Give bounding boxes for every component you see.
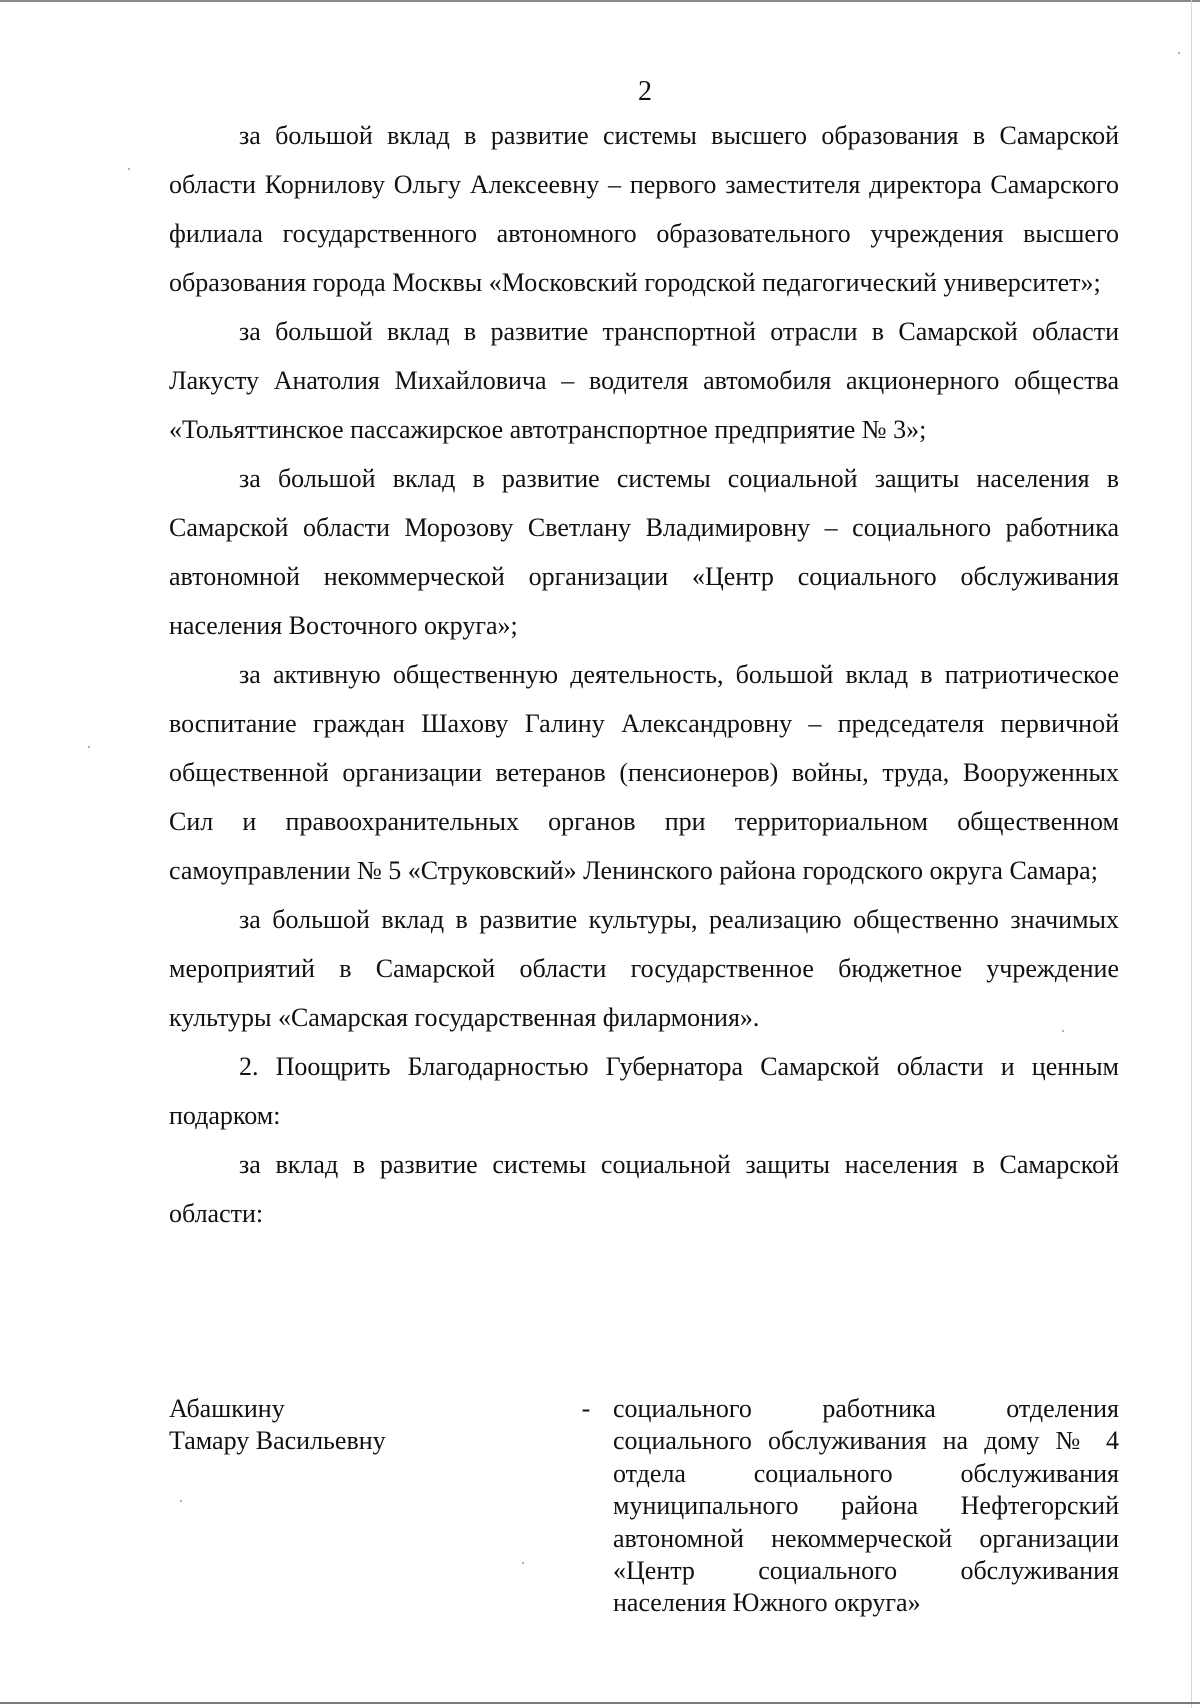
page-number: 2: [638, 76, 652, 107]
paragraph-lakustu: за большой вклад в развитие транспортной отрасли в Самарской области Лакусту Анатолия Михайловича – водителя автомобиля акционерного общества «Тольяттинское пассажирское автотранспортное предприятие № 3»;: [169, 317, 1119, 444]
list-dash: -: [581, 1394, 591, 1423]
scan-speck: [1178, 52, 1180, 54]
scan-border-bottom: [0, 1702, 1200, 1704]
list-item: [169, 1393, 1119, 1620]
awardee-surname: Абашкину: [169, 1394, 285, 1423]
scan-speck: [1062, 1030, 1064, 1032]
awardee-role: социального работника отделения социального обслуживания на дому № 4 отдела социального обслуживания муниципального района Нефтегорский автономной некоммерческой организации «Центр социального обслуживания населения Южного округа»: [613, 1394, 1119, 1618]
scan-speck: [522, 1562, 524, 1564]
scan-border-top: [0, 0, 1200, 2]
scan-speck: [128, 168, 130, 170]
paragraph-kornilova: за большой вклад в развитие системы высшего образования в Самарской области Корнилову Ольгу Алексеевну – первого заместителя директора Самарского филиала государственного автономного образовательного учреждения высшего образования города Москвы «Московский городской педагогический университет»;: [169, 121, 1119, 297]
paragraph-social-protection: за вклад в развитие системы социальной защиты населения в Самарской области:: [169, 1150, 1119, 1228]
document-body: [169, 111, 1119, 1238]
paragraph-morozova: за большой вклад в развитие системы социальной защиты населения в Самарской области Морозову Светлану Владимировну – социального работника автономной некоммерческой организации «Центр социального обслуживания населения Восточного округа»;: [169, 464, 1119, 640]
awardee-name: [169, 1393, 559, 1620]
awardee-list: [169, 1393, 1119, 1620]
scan-speck: [180, 1500, 182, 1502]
scan-border-right: [1191, 0, 1192, 1708]
paragraph-section-2: 2. Поощрить Благодарностью Губернатора Самарской области и ценным подарком:: [169, 1052, 1119, 1130]
scan-speck: [88, 746, 90, 748]
paragraph-philharmonic: за большой вклад в развитие культуры, реализацию общественно значимых мероприятий в Самарской области государственное бюджетное учреждение культуры «Самарская государственная филармония».: [169, 905, 1119, 1032]
paragraph-shakhova: за активную общественную деятельность, большой вклад в патриотическое воспитание граждан Шахову Галину Александровну – председателя первичной общественной организации ветеранов (пенсионеров) войны, труда, Вооруженных Сил и правоохранительных органов при территориальном общественном самоуправлении № 5 «Струковский» Ленинского района городского округа Самара;: [169, 660, 1119, 885]
awardee-given-names: Тамару Васильевну: [169, 1426, 386, 1456]
